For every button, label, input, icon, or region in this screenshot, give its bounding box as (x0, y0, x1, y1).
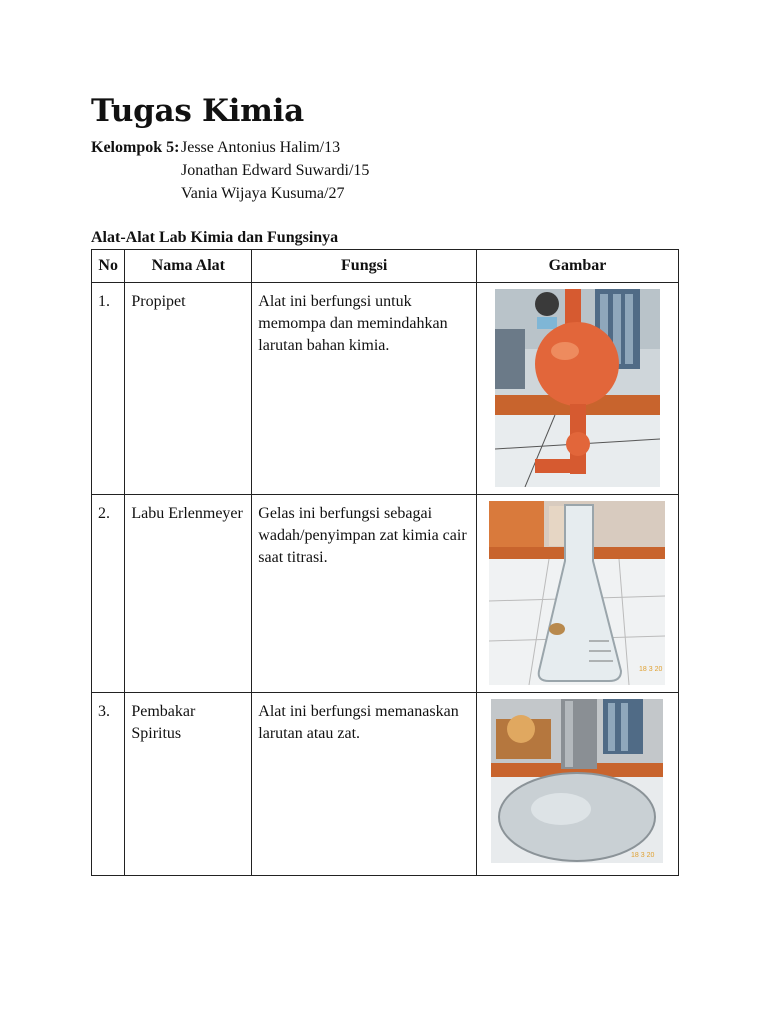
table-row (92, 283, 679, 495)
equipment-table (91, 249, 679, 876)
table-header-row (92, 250, 679, 283)
group-member: Jesse Antonius Halim/13 (181, 139, 341, 156)
header-no: No (92, 250, 125, 283)
row-no: 3. (92, 693, 125, 876)
section-title: Alat-Alat Lab Kimia dan Fungsinya (91, 229, 339, 246)
row-nama: Pembakar Spiritus (125, 693, 252, 876)
pembakar-spiritus-photo (491, 699, 663, 863)
erlenmeyer-photo (489, 501, 665, 685)
row-gambar (476, 283, 678, 495)
row-nama: Labu Erlenmeyer (125, 495, 252, 693)
row-fungsi: Alat ini berfungsi memanaskan larutan atau zat. (252, 693, 477, 876)
row-gambar (476, 693, 678, 876)
propipet-photo (495, 289, 660, 487)
row-fungsi: Alat ini berfungsi untuk memompa dan memindahkan larutan bahan kimia. (252, 283, 477, 495)
row-no: 2. (92, 495, 125, 693)
header-nama-alat: Nama Alat (125, 250, 252, 283)
svg-text:18 3 20: 18 3 20 (631, 852, 655, 859)
document-title: Tugas Kimia (91, 93, 304, 129)
svg-text:18 3 20: 18 3 20 (639, 666, 663, 673)
table-row (92, 693, 679, 876)
row-nama: Propipet (125, 283, 252, 495)
group-info (91, 136, 679, 205)
table-row (92, 495, 679, 693)
group-member: Jonathan Edward Suwardi/15 (181, 162, 370, 179)
group-label: Kelompok 5: (91, 139, 180, 156)
row-gambar (476, 495, 678, 693)
document-page (91, 92, 679, 876)
row-fungsi: Gelas ini berfungsi sebagai wadah/penyimpan zat kimia cair saat titrasi. (252, 495, 477, 693)
row-no: 1. (92, 283, 125, 495)
header-fungsi: Fungsi (252, 250, 477, 283)
header-gambar: Gambar (476, 250, 678, 283)
group-member: Vania Wijaya Kusuma/27 (181, 185, 345, 202)
